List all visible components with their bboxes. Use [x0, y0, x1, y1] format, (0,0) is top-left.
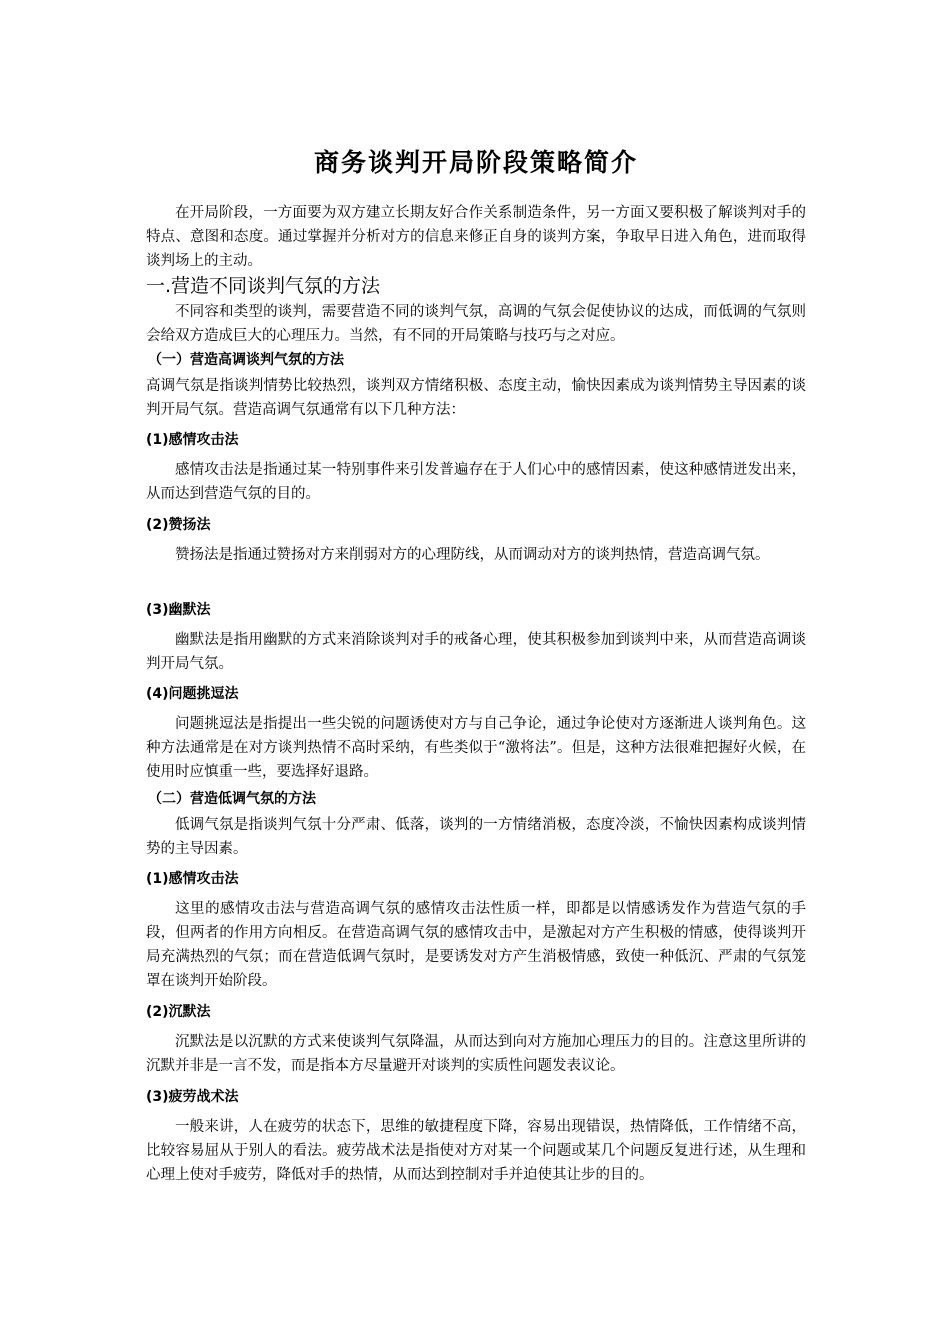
item-heading: (2)沉默法	[146, 1004, 211, 1020]
item-heading: (2)赞扬法	[146, 517, 211, 533]
item-paragraph: 感情攻击法是指通过某一特别事件来引发普遍存在于人们心中的感情因素，使这种感情迸发出来，从而达到营造气氛的目的。	[146, 462, 806, 502]
item-heading: (4)问题挑逗法	[146, 686, 239, 702]
item-heading: (1)感情攻击法	[146, 871, 239, 887]
item-paragraph: 问题挑逗法是指提出一些尖锐的问题诱使对方与自己争论，通过争论使对方逐渐进人谈判角色。这种方法通常是在对方谈判热情不高时采纳，有些类似于“激将法”。但是，这种方法很难把握好火候，在使用时应慎重一些，要选择好退路。	[146, 716, 806, 780]
item-heading: (3)幽默法	[146, 602, 211, 618]
item-paragraph: 一般来讲，人在疲劳的状态下，思维的敏捷程度下降，容易出现错误，热情降低，工作情绪不高，比较容易屈从于别人的看法。疲劳战术法是指使对方对某一个问题或某几个问题反复进行述，从生理和心理上使对手疲劳，降低对手的热情，从而达到控制对手并迫使其让步的目的。	[146, 1119, 806, 1183]
item-heading: (1)感情攻击法	[146, 432, 239, 448]
subsection-paragraph-low: 低调气氛是指谈判气氛十分严肃、低落，谈判的一方情绪消极，态度冷淡，不愉快因素构成谈判情势的主导因素。	[146, 817, 806, 857]
item-paragraph: 幽默法是指用幽默的方式来消除谈判对手的戒备心理，使其积极参加到谈判中来，从而营造高调谈判开局气氛。	[146, 632, 806, 672]
subsection-heading-high: （一）营造高调谈判气氛的方法	[148, 352, 344, 368]
document-title: 商务谈判开局阶段策略简介	[313, 148, 638, 177]
item-heading: (3)疲劳战术法	[146, 1089, 239, 1105]
intro-paragraph: 在开局阶段，一方面要为双方建立长期友好合作关系制造条件，另一方面又要积极了解谈判对手的特点、意图和态度。通过掌握并分析对方的信息来修正自身的谈判方案，争取早日进入角色，进而取得谈判场上的主动。	[146, 205, 806, 269]
subsection-heading-low: （二）营造低调气氛的方法	[148, 791, 316, 807]
section-paragraph-1: 不同容和类型的谈判，需要营造不同的谈判气氛，高调的气氛会促使协议的达成，而低调的气氛则会给双方造成巨大的心理压力。当然，有不同的开局策略与技巧与之对应。	[146, 304, 806, 344]
item-paragraph: 沉默法是以沉默的方式来使谈判气氛降温，从而达到向对方施加心理压力的目的。注意这里所讲的沉默并非是一言不发，而是指本方尽量避开对谈判的实质性问题发表议论。	[146, 1034, 806, 1074]
item-paragraph: 这里的感情攻击法与营造高调气氛的感情攻击法性质一样，即都是以情感诱发作为营造气氛的手段，但两者的作用方向相反。在营造高调气氛的感情攻击中，是激起对方产生积极的情感，使得谈判开局充满热烈的气氛；而在营造低调气氛时，是要诱发对方产生消极情感，致使一种低沉、严肃的气氛笼罩在谈判开始阶段。	[146, 901, 806, 989]
section-heading-1: 一.营造不同谈判气氛的方法	[146, 275, 381, 297]
subsection-paragraph-high: 高调气氛是指谈判情势比较热烈，谈判双方情绪积极、态度主动，愉快因素成为谈判情势主导因素的谈判开局气氛。营造高调气氛通常有以下几种方法：	[146, 378, 806, 418]
item-paragraph: 赞扬法是指通过赞扬对方来削弱对方的心理防线，从而调动对方的谈判热情，营造高调气氛。	[175, 547, 770, 563]
